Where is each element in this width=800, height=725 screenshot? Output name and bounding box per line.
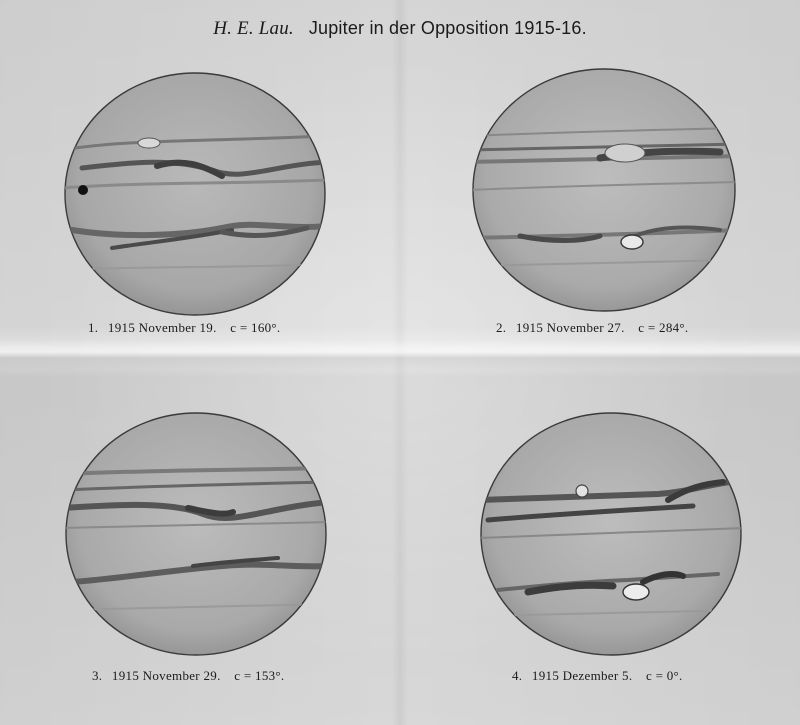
caption-1-date: 1915 November 19. (107, 320, 217, 335)
title-author: H. E. Lau. (213, 18, 294, 39)
jupiter-drawing-1 (62, 70, 328, 318)
caption-3-number: 3. (92, 668, 103, 683)
caption-2-date: 1915 November 27. (515, 320, 625, 335)
jupiter-disk-2-svg (470, 66, 738, 314)
caption-3-longitude: c = 153°. (234, 668, 285, 683)
jupiter-drawing-2 (470, 66, 738, 314)
jupiter-disk-1-svg (62, 70, 328, 318)
jupiter-drawing-3 (63, 410, 329, 658)
caption-1-longitude: c = 160°. (230, 320, 281, 335)
caption-2-number: 2. (496, 320, 507, 335)
plate-title (0, 18, 800, 40)
caption-4 (512, 668, 683, 684)
caption-1 (88, 320, 280, 336)
caption-4-number: 4. (512, 668, 523, 683)
jupiter-disk-4-svg (478, 410, 744, 658)
jupiter-drawing-4 (478, 410, 744, 658)
caption-4-longitude: c = 0°. (645, 668, 683, 683)
caption-3-date: 1915 November 29. (111, 668, 221, 683)
title-text: Jupiter in der Opposition 1915-16. (308, 18, 587, 38)
caption-4-date: 1915 Dezember 5. (531, 668, 633, 683)
caption-3 (92, 668, 284, 684)
caption-2 (496, 320, 688, 336)
paper-crease (0, 340, 800, 370)
caption-1-number: 1. (88, 320, 99, 335)
caption-2-longitude: c = 284°. (638, 320, 689, 335)
jupiter-disk-3-svg (63, 410, 329, 658)
